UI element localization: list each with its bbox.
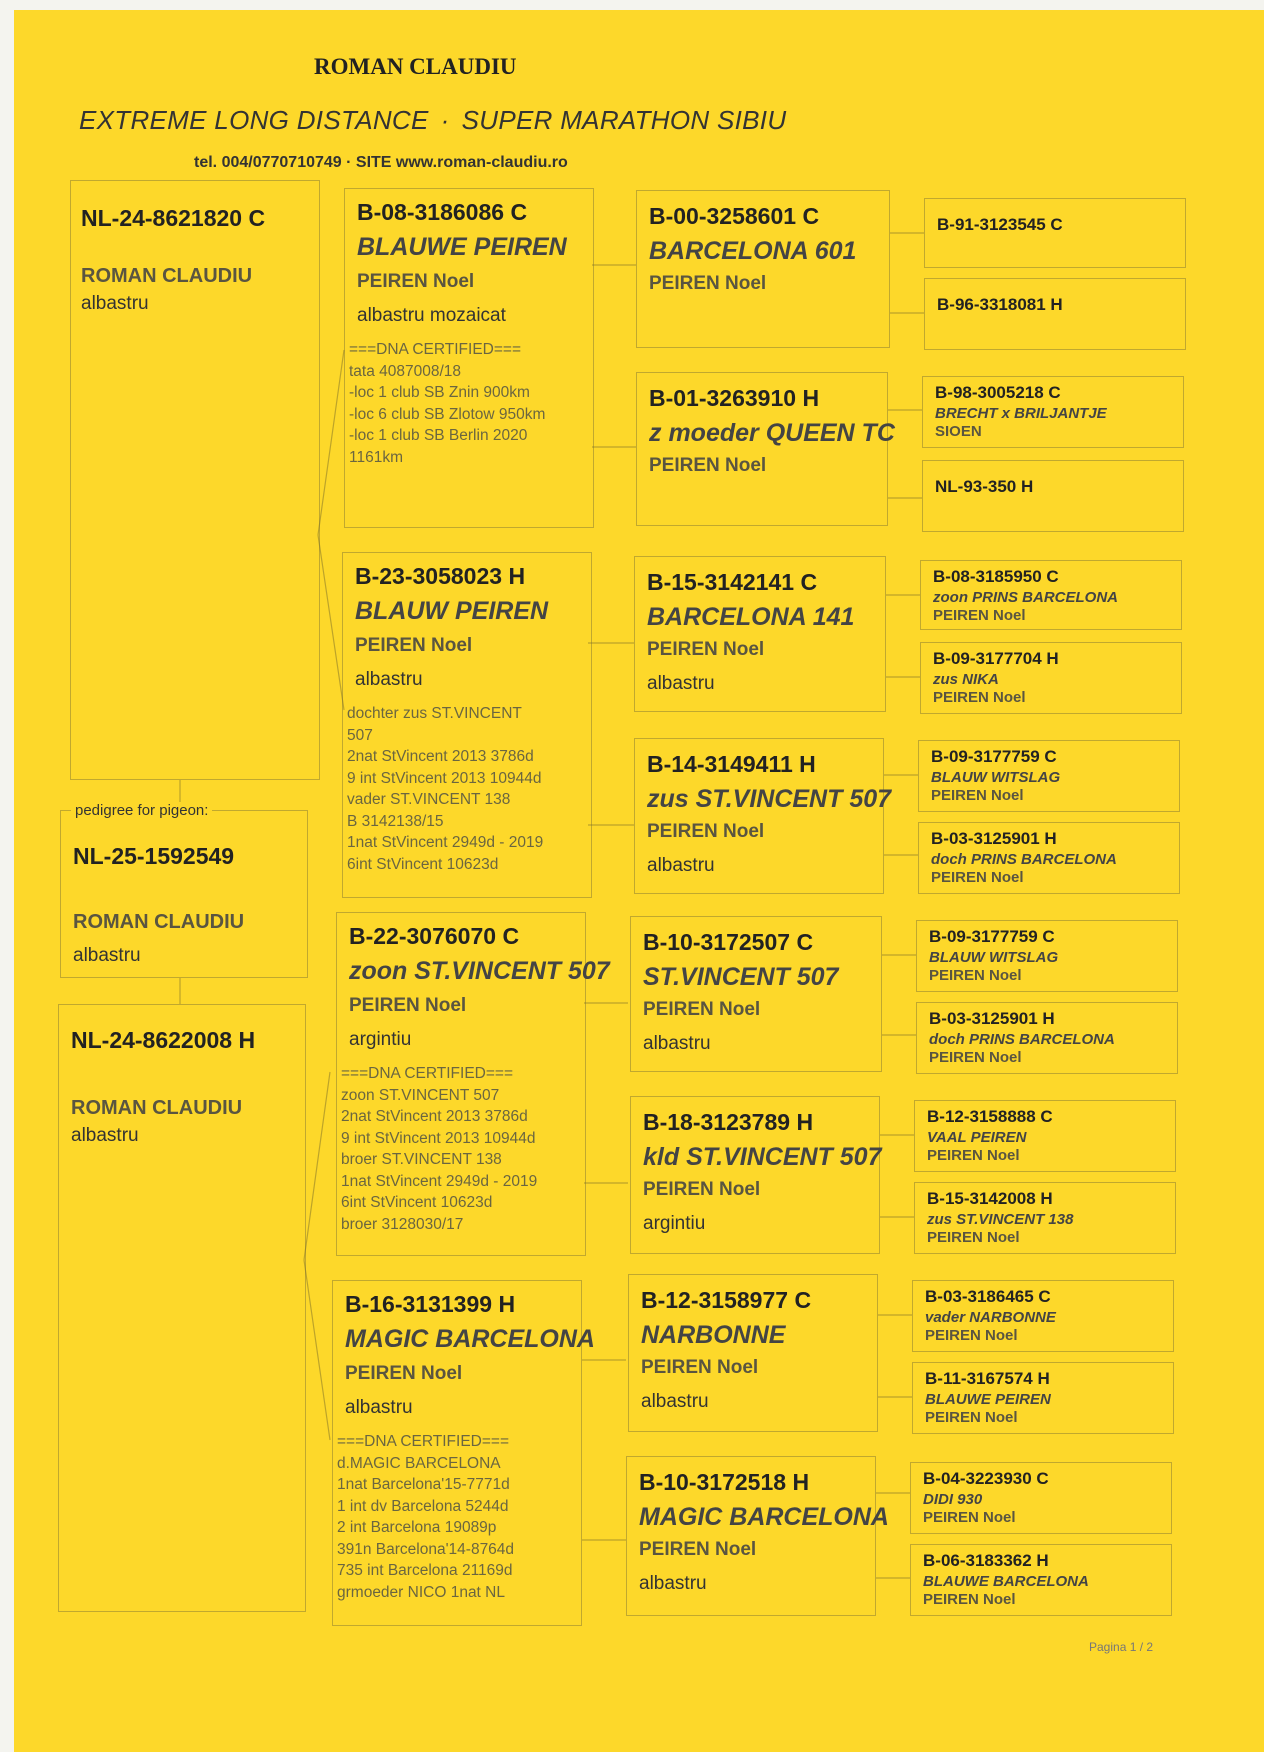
pigeon-owner: PEIREN Noel — [647, 639, 765, 660]
great-grandparent-card — [922, 376, 1184, 448]
pigeon-name: zoon PRINS BARCELONA — [933, 589, 1118, 606]
pigeon-name: MAGIC BARCELONA — [345, 1325, 595, 1353]
pigeon-name: zus ST.VINCENT 138 — [927, 1211, 1074, 1228]
pigeon-notes — [347, 703, 587, 875]
sire-dam-card — [342, 552, 592, 898]
note-line: d.MAGIC BARCELONA — [337, 1454, 501, 1472]
pigeon-ring: B-12-3158977 C — [641, 1287, 812, 1313]
subtitle-left: EXTREME LONG DISTANCE — [79, 105, 429, 135]
pigeon-name: zus NIKA — [933, 671, 999, 688]
pigeon-color: albastru — [643, 1033, 711, 1054]
pigeon-name: BLAUWE PEIREN — [925, 1391, 1051, 1408]
pigeon-color: albastru — [641, 1391, 709, 1412]
note-line: -loc 1 club SB Znin 900km — [349, 384, 530, 401]
pigeon-ring: B-00-3258601 C — [649, 203, 820, 229]
pigeon-owner: PEIREN Noel — [355, 635, 473, 656]
pigeon-name: NARBONNE — [641, 1321, 786, 1349]
great-grandparent-card — [910, 1544, 1172, 1616]
pigeon-ring: B-03-3125901 H — [929, 1009, 1055, 1028]
pigeon-owner: PEIREN Noel — [925, 1409, 1018, 1426]
connector-line — [318, 350, 344, 535]
pigeon-ring: B-08-3185950 C — [933, 567, 1059, 586]
pigeon-color: albastru — [647, 673, 715, 694]
great-grandparent-card — [912, 1280, 1174, 1352]
note-line: tata 4087008/18 — [349, 362, 462, 380]
pigeon-color: albastru — [647, 855, 715, 876]
pigeon-ring: B-08-3186086 C — [357, 199, 528, 225]
great-grandparent-card — [918, 740, 1180, 812]
great-grandparent-card — [910, 1462, 1172, 1534]
pigeon-owner: PEIREN Noel — [933, 689, 1026, 706]
pigeon-owner: PEIREN Noel — [933, 607, 1026, 624]
pigeon-owner: PEIREN Noel — [931, 869, 1024, 886]
note-line: 1nat Barcelona'15-7771d — [337, 1476, 510, 1493]
pigeon-ring: B-15-3142008 H — [927, 1189, 1053, 1208]
subject-ring: NL-25-1592549 — [73, 843, 235, 869]
pigeon-name: z moeder QUEEN TC — [649, 419, 895, 447]
pigeon-ring: B-10-3172507 C — [643, 929, 814, 955]
note-line: -loc 6 club SB Zlotow 950km — [349, 405, 546, 423]
dam-owner: ROMAN CLAUDIU — [71, 1097, 243, 1119]
pigeon-color: argintiu — [349, 1029, 412, 1050]
subject-color: albastru — [73, 945, 141, 966]
grandparent-card — [636, 190, 890, 348]
sire-dam-card — [336, 912, 610, 1256]
pigeon-ring: B-18-3123789 H — [643, 1109, 814, 1135]
dam-color: albastru — [71, 1125, 139, 1146]
great-grandparent-card — [920, 560, 1182, 630]
note-line: B 3142138/15 — [347, 812, 444, 830]
great-grandparent-card — [912, 1362, 1174, 1434]
sire-owner: ROMAN CLAUDIU — [81, 265, 253, 287]
note-line: 2 int Barcelona 19089p — [337, 1519, 497, 1536]
pigeon-ring: B-01-3263910 H — [649, 385, 820, 411]
note-line: ===DNA CERTIFIED=== — [337, 1433, 510, 1450]
pigeon-ring: B-11-3167574 H — [925, 1369, 1050, 1388]
pigeon-name: BARCELONA 601 — [649, 237, 857, 265]
sire-ring: NL-24-8621820 C — [81, 205, 266, 231]
note-line: -loc 1 club SB Berlin 2020 — [349, 427, 528, 444]
great-grandparent-card — [918, 822, 1180, 894]
pigeon-owner: PEIREN Noel — [929, 967, 1022, 984]
pigeon-color: albastru — [345, 1397, 413, 1418]
dam-ring: NL-24-8622008 H — [71, 1027, 256, 1053]
pigeon-owner: PEIREN Noel — [923, 1591, 1016, 1608]
pigeon-ring: B-04-3223930 C — [923, 1469, 1049, 1488]
pigeon-owner: SIOEN — [935, 423, 982, 440]
pigeon-ring: B-06-3183362 H — [923, 1551, 1049, 1570]
pigeon-name: ST.VINCENT 507 — [643, 963, 839, 991]
subject-owner: ROMAN CLAUDIU — [73, 911, 245, 933]
pigeon-color: albastru — [355, 669, 423, 690]
pigeon-name: zoon ST.VINCENT 507 — [349, 957, 610, 985]
pigeon-owner: PEIREN Noel — [925, 1327, 1018, 1344]
great-grandparent-card — [920, 642, 1182, 714]
great-grandparent-card — [914, 1100, 1176, 1172]
pigeon-name: doch PRINS BARCELONA — [931, 851, 1117, 868]
pigeon-name: BLAUW WITSLAG — [929, 949, 1059, 966]
subtitle-right: SUPER MARATHON SIBIU — [461, 105, 787, 135]
note-line: broer ST.VINCENT 138 — [341, 1151, 502, 1168]
note-line: 507 — [347, 726, 373, 744]
great-grandparent-card — [916, 920, 1178, 992]
sire-color: albastru — [81, 293, 149, 314]
pigeon-notes — [349, 339, 589, 468]
pigeon-ring: B-98-3005218 C — [935, 383, 1061, 402]
pigeon-owner: PEIREN Noel — [647, 821, 765, 842]
pigeon-ring: B-23-3058023 H — [355, 563, 526, 589]
dam-card — [58, 1004, 306, 1612]
pigeon-owner: PEIREN Noel — [639, 1539, 757, 1560]
sire-card — [70, 180, 320, 780]
pigeon-owner: PEIREN Noel — [643, 999, 761, 1020]
note-line: 1161km — [349, 448, 403, 466]
breeder-title: ROMAN CLAUDIU — [314, 54, 517, 79]
pigeon-ring: B-03-3125901 H — [931, 829, 1057, 848]
pigeon-name: BRECHT x BRILJANTJE — [935, 405, 1107, 422]
pigeon-name: VAAL PEIREN — [927, 1129, 1027, 1146]
pigeon-owner: PEIREN Noel — [649, 273, 767, 294]
pigeon-owner: PEIREN Noel — [345, 1363, 463, 1384]
note-line: zoon ST.VINCENT 507 — [341, 1086, 500, 1104]
connector-line — [318, 535, 344, 710]
pigeon-ring: NL-93-350 H — [935, 477, 1034, 496]
pigeon-ring: B-09-3177759 C — [931, 747, 1057, 766]
pigeon-ring: B-03-3186465 C — [925, 1287, 1051, 1306]
pigeon-ring: B-91-3123545 C — [937, 215, 1063, 234]
pigeon-owner: PEIREN Noel — [927, 1147, 1020, 1164]
note-line: ===DNA CERTIFIED=== — [349, 341, 522, 358]
note-line: 6int StVincent 10623d — [347, 855, 499, 873]
note-line: 391n Barcelona'14-8764d — [337, 1540, 515, 1558]
pigeon-ring: B-12-3158888 C — [927, 1107, 1053, 1126]
subject-legend: pedigree for pigeon: — [71, 802, 212, 819]
pigeon-name: DIDI 930 — [923, 1491, 983, 1508]
pigeon-color: argintiu — [643, 1213, 706, 1234]
note-line: 735 int Barcelona 21169d — [337, 1562, 513, 1579]
note-line: ===DNA CERTIFIED=== — [341, 1065, 514, 1082]
contact-line: tel. 004/0770710749 · SITE www.roman-claudiu.ro — [194, 154, 568, 171]
pigeon-ring: B-96-3318081 H — [937, 295, 1063, 314]
pigeon-name: BLAUW PEIREN — [355, 597, 549, 625]
pigeon-name: BLAUWE PEIREN — [357, 233, 567, 261]
sire-dam-card — [332, 1280, 595, 1626]
grandparent-card — [626, 1456, 889, 1616]
connector-line — [304, 1072, 330, 1260]
grandparent-card — [630, 1096, 880, 1254]
subject-card — [60, 802, 308, 978]
pigeon-color: albastru mozaicat — [357, 305, 506, 326]
grandparent-card — [634, 556, 886, 712]
pigeon-notes — [341, 1063, 581, 1235]
great-grandparent-card — [922, 460, 1184, 532]
note-line: 6int StVincent 10623d — [341, 1194, 493, 1211]
note-line: 9 int StVincent 2013 10944d — [347, 769, 542, 787]
pigeon-ring: B-16-3131399 H — [345, 1291, 516, 1317]
pigeon-name: BARCELONA 141 — [647, 603, 855, 631]
grandparent-card — [634, 738, 892, 894]
great-grandparent-card — [924, 278, 1186, 350]
pigeon-owner: PEIREN Noel — [357, 271, 475, 292]
note-line: 1 int dv Barcelona 5244d — [337, 1497, 509, 1515]
sire-dam-card — [344, 188, 594, 528]
pigeon-name: doch PRINS BARCELONA — [929, 1031, 1115, 1048]
pedigree-page — [14, 10, 1264, 1752]
grandparent-card — [636, 372, 895, 526]
pigeon-ring: B-09-3177759 C — [929, 927, 1055, 946]
pigeon-owner: PEIREN Noel — [931, 787, 1024, 804]
grandparent-card — [630, 916, 882, 1072]
note-line: 1nat StVincent 2949d - 2019 — [341, 1172, 538, 1190]
note-line: broer 3128030/17 — [341, 1215, 464, 1233]
pigeon-name: vader NARBONNE — [925, 1309, 1056, 1326]
pigeon-name: kld ST.VINCENT 507 — [643, 1143, 882, 1171]
pigeon-ring: B-14-3149411 H — [647, 751, 816, 777]
pigeon-name: BLAUWE BARCELONA — [923, 1573, 1089, 1590]
pigeon-owner: PEIREN Noel — [641, 1357, 759, 1378]
pigeon-name: zus ST.VINCENT 507 — [647, 785, 892, 813]
pigeon-owner: PEIREN Noel — [927, 1229, 1020, 1246]
note-line: vader ST.VINCENT 138 — [347, 791, 511, 808]
pigeon-color: albastru — [639, 1573, 707, 1594]
subtitle-separator: · — [440, 105, 450, 135]
pigeon-owner: PEIREN Noel — [649, 455, 767, 476]
pigeon-owner: PEIREN Noel — [923, 1509, 1016, 1526]
pigeon-notes — [337, 1431, 577, 1603]
note-line: dochter zus ST.VINCENT — [347, 705, 522, 722]
note-line: 1nat StVincent 2949d - 2019 — [347, 834, 544, 851]
note-line: 2nat StVincent 2013 3786d — [341, 1108, 528, 1125]
connector-line — [304, 1260, 330, 1440]
great-grandparent-card — [924, 198, 1186, 268]
pigeon-ring: B-15-3142141 C — [647, 569, 818, 595]
pigeon-ring: B-22-3076070 C — [349, 923, 520, 949]
grandparent-card — [628, 1274, 878, 1432]
pigeon-owner: PEIREN Noel — [929, 1049, 1022, 1066]
note-line: 9 int StVincent 2013 10944d — [341, 1129, 536, 1147]
pigeon-ring: B-10-3172518 H — [639, 1469, 810, 1495]
page-number: Pagina 1 / 2 — [1089, 1640, 1154, 1654]
pigeon-owner: PEIREN Noel — [349, 995, 467, 1016]
note-line: grmoeder NICO 1nat NL — [337, 1583, 505, 1601]
great-grandparent-card — [914, 1182, 1176, 1254]
pigeon-ring: B-09-3177704 H — [933, 649, 1059, 668]
pigeon-owner: PEIREN Noel — [643, 1179, 761, 1200]
pigeon-name: MAGIC BARCELONA — [639, 1503, 889, 1531]
pigeon-name: BLAUW WITSLAG — [931, 769, 1061, 786]
note-line: 2nat StVincent 2013 3786d — [347, 748, 534, 765]
great-grandparent-card — [916, 1002, 1178, 1074]
